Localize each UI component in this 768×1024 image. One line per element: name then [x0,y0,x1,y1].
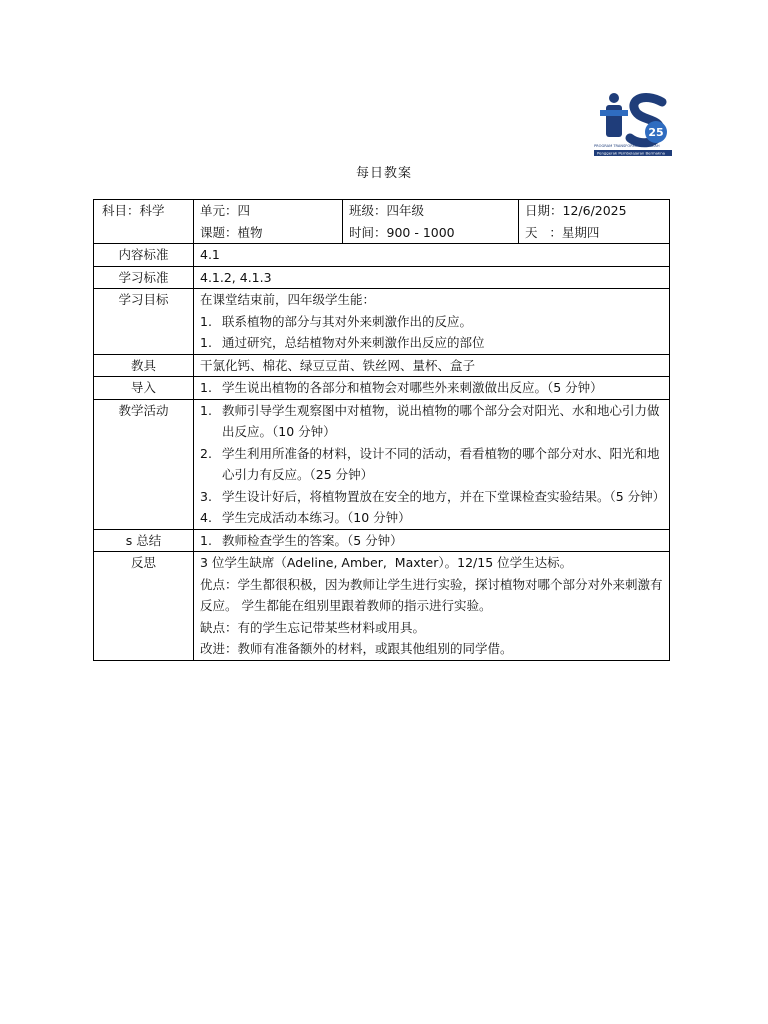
activities-row [94,399,670,529]
objectives-row [94,289,670,355]
list-item: 1. 学生说出植物的各部分和植物会对哪些外来刺激做出反应。（5 分钟） [200,380,603,395]
content-standard-row [94,244,670,267]
content-standard-label: 内容标准 [94,244,194,267]
reflection-improvements: 改进：教师有准备额外的材料，或跟其他组别的同学借。 [200,641,513,656]
materials-label: 教具 [94,354,194,377]
header-row [94,200,670,244]
program-logo [592,88,674,160]
unit-topic-cell [194,200,342,243]
document-title: 每日教案 [355,166,412,181]
intro-label: 导入 [94,377,194,400]
reflection-weaknesses: 缺点：有的学生忘记带某些材料或用具。 [200,619,426,635]
list-item: 1. 教师检查学生的答案。（5 分钟） [200,532,403,548]
reflection-strengths: 优点：学生都很积极，因为教师让学生进行实验，探讨植物对哪个部分对外来刺激有反应。 学生都能在组别里跟着教师的指示进行实验。 [200,576,663,613]
summary-label: s 总结 [94,529,194,552]
materials-value: 干氯化钙、棉花、绿豆豆苗、铁丝网、量杯、盒子 [194,354,670,377]
lesson-plan-table [93,199,670,661]
reflection-label: 反思 [94,552,194,661]
unit-text: 单元：四 [200,203,251,218]
objectives-label: 学习目标 [94,289,194,355]
logo-number: 25 [648,126,664,139]
reflection-row [94,552,670,661]
list-item: 4. 学生完成活动本练习。（10 分钟） [200,510,411,525]
class-text: 班级：四年级 [349,203,425,218]
list-item: 2. 学生利用所准备的材料，设计不同的活动，看看植物的哪个部分对水、阳光和地心引力有反应。（25 分钟） [200,445,660,482]
logo-caption-2: Penggerak Pembelajaran Bermakna [597,150,665,156]
activities-label: 教学活动 [94,399,194,529]
list-item: 3. 学生设计好后，将植物置放在安全的地方，并在下堂课检查实验结果。（5 分钟） [200,488,666,504]
subject-cell: 科目：科学 [94,200,194,244]
day-text: 天 ：星期四 [525,224,600,240]
intro-row [94,377,670,400]
learning-standard-row [94,266,670,289]
time-text: 时间：900 - 1000 [349,224,455,240]
summary-row [94,529,670,552]
list-item: 1. 教师引导学生观察图中对植物，说出植物的哪个部分会对阳光、水和地心引力做出反应。（10 分钟） [200,402,660,439]
class-time-cell [342,200,518,243]
learning-standard-value: 4.1.2, 4.1.3 [194,266,670,289]
date-day-cell [518,200,669,243]
list-item: 1. 通过研究，总结植物对外来刺激作出反应的部位 [200,335,485,350]
materials-row [94,354,670,377]
objectives-intro: 在课堂结束前，四年级学生能： [200,292,376,307]
reflection-attendance: 3 位学生缺席（Adeline, Amber, Maxter）。12/15 位学生达标。 [200,555,573,570]
list-item: 1. 联系植物的部分与其对外来刺激作出的反应。 [200,313,473,329]
content-standard-value: 4.1 [194,244,670,267]
logo-caption-1: PROGRAM TRANSFORMASI SEKOLAH [594,144,660,148]
date-text: 日期：12/6/2025 [525,203,627,218]
learning-standard-label: 学习标准 [94,266,194,289]
topic-text: 课题：植物 [200,224,263,240]
